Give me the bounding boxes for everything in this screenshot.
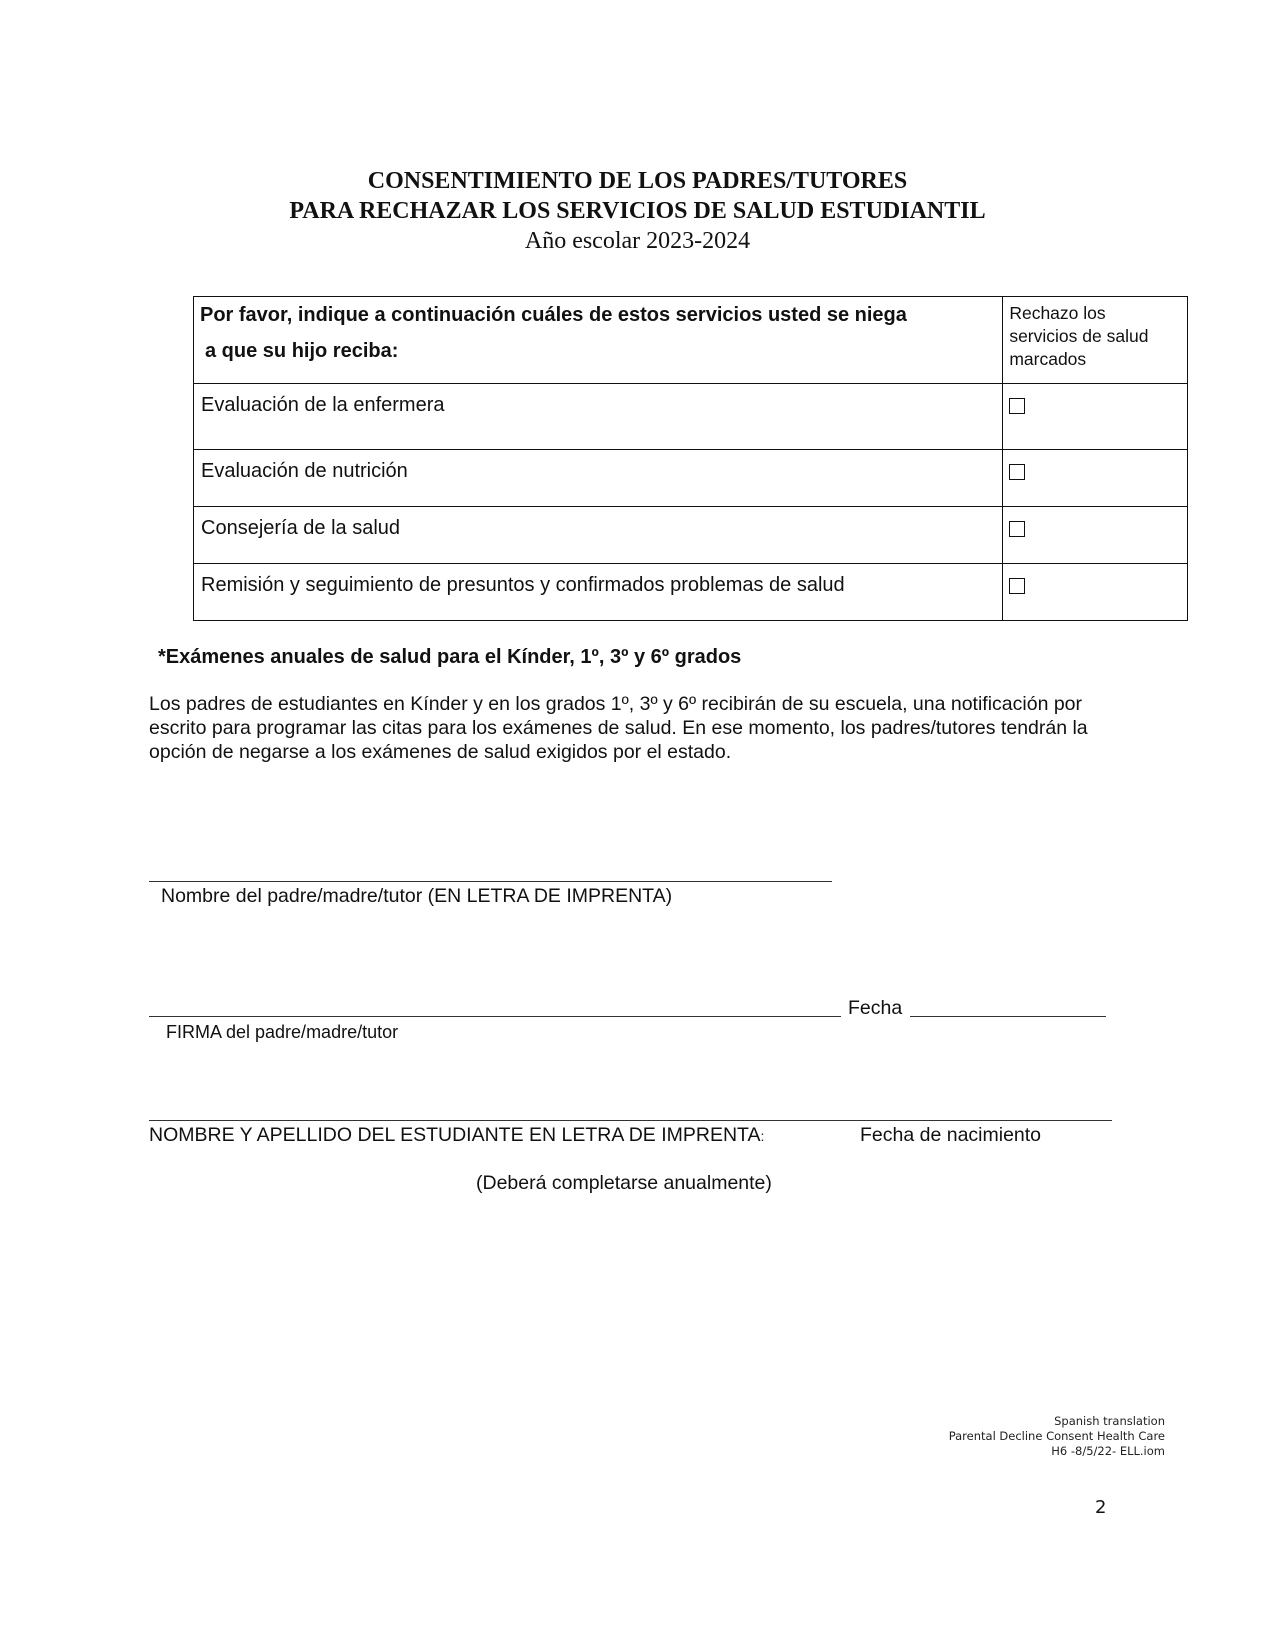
- question-line1: Por favor, indique a continuación cuáles de estos servicios usted se niega: [200, 304, 907, 326]
- refuse-checkbox-referral[interactable]: [1009, 578, 1025, 594]
- exams-paragraph: Los padres de estudiantes en Kínder y en los grados 1º, 3º y 6º recibirán de su escuela, una notificación por escrito para programar las citas para los exámenes de salud. En ese momento, los padres/tutores tendrán la opción de negarse a los exámenes de salud exigidos por el estado.: [149, 693, 1088, 763]
- form-title-line2: PARA RECHAZAR LOS SERVICIOS DE SALUD ESTUDIANTIL: [289, 198, 986, 224]
- signature-line[interactable]: [149, 1016, 841, 1017]
- parent-name-label: Nombre del padre/madre/tutor (EN LETRA DE IMPRENTA): [161, 885, 673, 907]
- refuse-header-line1: Rechazo los: [1009, 303, 1106, 323]
- table-row: [194, 384, 1188, 450]
- refuse-cell: [1003, 384, 1188, 450]
- refuse-cell: [1003, 507, 1188, 564]
- exams-heading: *Exámenes anuales de salud para el Kínder, 1º, 3º y 6º grados: [158, 646, 742, 668]
- service-nutrition-evaluation: Evaluación de nutrición: [194, 450, 1003, 507]
- form-title-line1: CONSENTIMIENTO DE LOS PADRES/TUTORES: [367, 168, 908, 194]
- refuse-header: [1003, 297, 1188, 384]
- table-row: [194, 564, 1188, 621]
- footer-line3: H6 -8/5/22- ELL.iom: [1051, 1444, 1165, 1458]
- refuse-header-line3: marcados: [1009, 349, 1087, 369]
- service-nurse-evaluation: Evaluación de la enfermera: [194, 384, 1003, 450]
- table-row: [194, 507, 1188, 564]
- question-header: [194, 297, 1003, 384]
- birth-date-label: Fecha de nacimiento: [860, 1124, 1042, 1146]
- service-referral-followup: Remisión y seguimiento de presuntos y confirmados problemas de salud: [194, 564, 1003, 621]
- date-line[interactable]: [910, 1016, 1106, 1017]
- refuse-cell: [1003, 450, 1188, 507]
- footer-line2: Parental Decline Consent Health Care: [948, 1429, 1165, 1443]
- refuse-checkbox-nurse[interactable]: [1009, 398, 1025, 414]
- student-info-line[interactable]: [149, 1120, 1112, 1121]
- student-name-label: [149, 1124, 764, 1147]
- school-year: Año escolar 2023-2024: [524, 228, 751, 254]
- student-name-label-text: NOMBRE Y APELLIDO DEL ESTUDIANTE EN LETRA DE IMPRENTA: [149, 1124, 761, 1146]
- refuse-cell: [1003, 564, 1188, 621]
- parent-name-line[interactable]: [149, 881, 832, 882]
- refuse-checkbox-counseling[interactable]: [1009, 521, 1025, 537]
- footer-line1: Spanish translation: [1054, 1414, 1165, 1428]
- services-table: [193, 296, 1188, 621]
- signature-label: FIRMA del padre/madre/tutor: [166, 1022, 399, 1042]
- service-health-counseling: Consejería de la salud: [194, 507, 1003, 564]
- question-line2: a que su hijo reciba:: [205, 340, 399, 362]
- annual-note: (Deberá completarse anualmente): [476, 1172, 772, 1194]
- footer-reference: [949, 1414, 1165, 1459]
- refuse-header-line2: servicios de salud: [1009, 326, 1149, 346]
- table-header-row: [194, 297, 1188, 384]
- student-name-colon: :: [760, 1128, 765, 1144]
- table-row: [194, 450, 1188, 507]
- date-label: Fecha: [848, 997, 903, 1019]
- refuse-checkbox-nutrition[interactable]: [1009, 464, 1025, 480]
- page-number: 2: [1095, 1497, 1107, 1518]
